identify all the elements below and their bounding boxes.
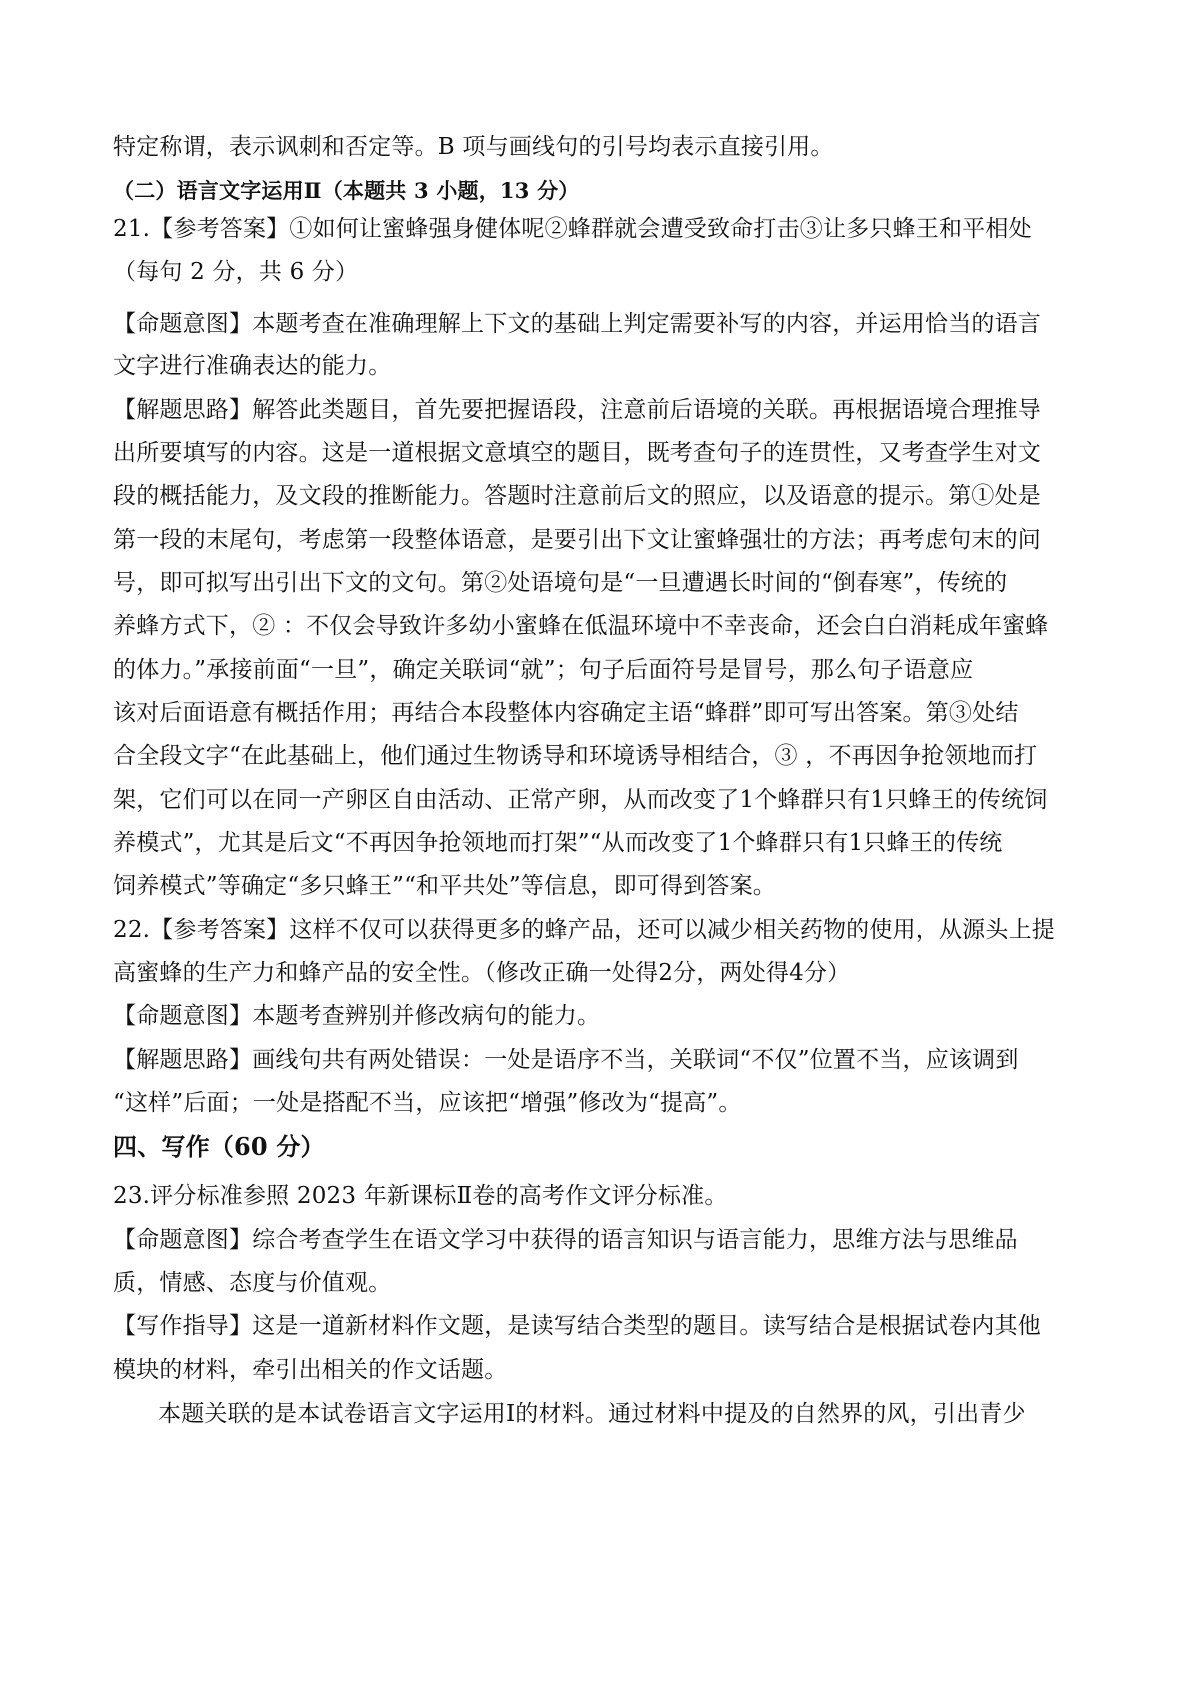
answer-23: 23.评分标准参照 2023 年新课标Ⅱ卷的高考作文评分标准。 [113, 1183, 728, 1209]
text-line: 【解题思路】画线句共有两处错误：一处是语序不当，关联词“不仅”位置不当，应该调到 [113, 1047, 1019, 1073]
section-heading-writing: 四、写作（60 分） [113, 1132, 325, 1161]
text-line: 饲养模式”等确定“多只蜂王”“和平共处”等信息，即可得到答案。 [113, 873, 776, 899]
answer-21: 21.【参考答案】①如何让蜜蜂强身健体呢②蜂群就会遭受致命打击③让多只蜂王和平相处 [113, 216, 1032, 242]
text-line: 第一段的末尾句，考虑第一段整体语意，是要引出下文让蜜蜂强壮的方法；再考虑句末的问 [113, 527, 1041, 553]
text-line: 出所要填写的内容。这是一道根据文意填空的题目，既考查句子的连贯性，又考查学生对文 [113, 440, 1041, 466]
answer-22: 22.【参考答案】这样不仅可以获得更多的蜂产品，还可以减少相关药物的使用，从源头上提 [113, 917, 1055, 943]
text-line: 架，它们可以在同一产卵区自由活动、正常产卵，从而改变了1个蜂群只有1只蜂王的传统饲 [113, 787, 1048, 813]
text-line: 【写作指导】这是一道新材料作文题，是读写结合类型的题目。读写结合是根据试卷内其他 [113, 1313, 1041, 1339]
section-heading: （二）语言文字运用Ⅱ（本题共 3 小题，13 分） [113, 178, 580, 203]
text-line: 【命题意图】综合考查学生在语文学习中获得的语言知识与语言能力，思维方法与思维品 [113, 1227, 1018, 1253]
text-line-indented: 本题关联的是本试卷语言文字运用Ⅰ的材料。通过材料中提及的自然界的风，引出青少 [158, 1401, 1026, 1427]
text-line: 养模式”，尤其是后文“不再因争抢领地而打架”“从而改变了1个蜂群只有1只蜂王的传统 [113, 830, 1003, 856]
text-line: 合全段文字“在此基础上，他们通过生物诱导和环境诱导相结合，③ ，不再因争抢领地而打 [113, 743, 1038, 769]
text-line: 【解题思路】解答此类题目，首先要把握语段，注意前后语境的关联。再根据语境合理推导 [113, 397, 1041, 423]
text-line: 的体力。”承接前面“一旦”，确定关联词“就”；句子后面符号是冒号，那么句子语意应 [113, 657, 974, 683]
text-line: 【命题意图】本题考查辨别并修改病句的能力。 [113, 1003, 601, 1029]
text-line: 号，即可拟写出引出下文的文句。第②处语境句是“一旦遭遇长时间的“倒春寒”，传统的 [113, 570, 1008, 596]
text-line: 高蜜蜂的生产力和蜂产品的安全性。（修改正确一处得2分，两处得4分） [113, 960, 851, 986]
text-line: “这样”后面；一处是搭配不当，应该把“增强”修改为“提高”。 [113, 1090, 742, 1116]
text-line: 文字进行准确表达的能力。 [113, 353, 392, 379]
text-line: 【命题意图】本题考查在准确理解上下文的基础上判定需要补写的内容，并运用恰当的语言 [113, 311, 1041, 337]
text-line: （每句 2 分，共 6 分） [113, 259, 359, 285]
text-line: 模块的材料，牵引出相关的作文话题。 [113, 1357, 508, 1383]
text-line: 特定称谓，表示讽刺和否定等。B 项与画线句的引号均表示直接引用。 [113, 134, 834, 160]
text-line: 养蜂方式下，② ：不仅会导致许多幼小蜜蜂在低温环境中不幸丧命，还会白白消耗成年蜜蜂 [113, 613, 1049, 639]
text-line: 该对后面语意有概括作用；再结合本段整体内容确定主语“蜂群”即可写出答案。第③处结 [113, 700, 1019, 726]
text-line: 段的概括能力，及文段的推断能力。答题时注意前后文的照应，以及语意的提示。第①处是 [113, 483, 1041, 509]
text-line: 质，情感、态度与价值观。 [113, 1270, 392, 1296]
